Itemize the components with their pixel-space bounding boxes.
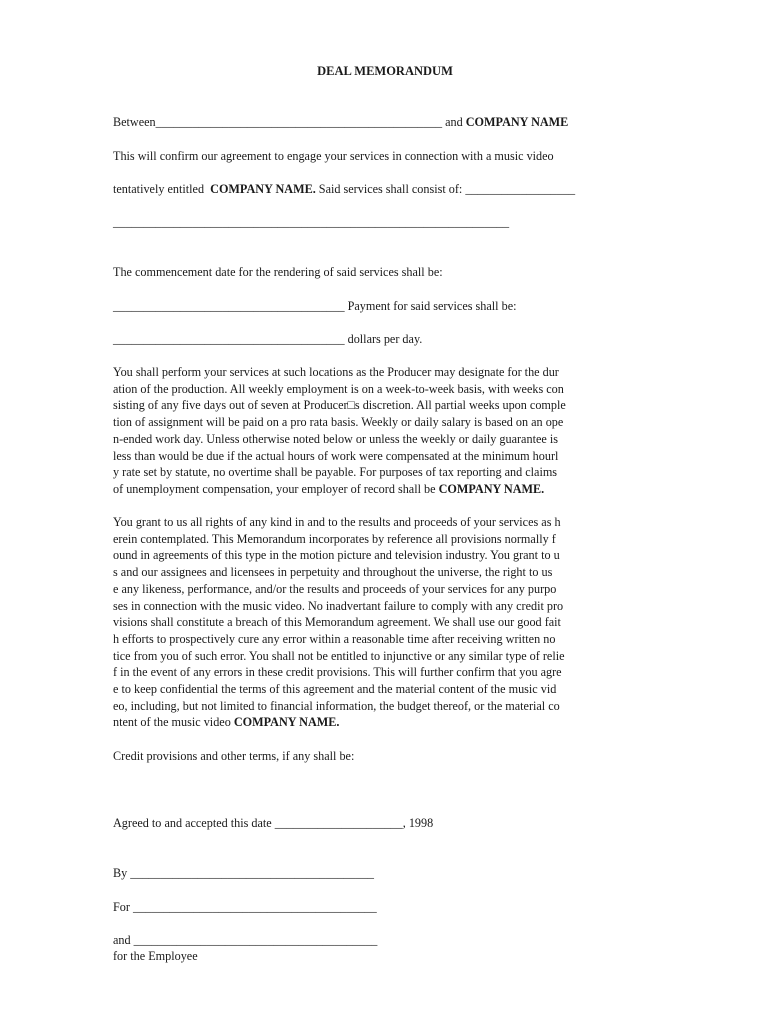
by-signature-line: By ________________________________________ <box>113 866 375 880</box>
paragraph-line: ses in connection with the music video. No inadvertant failure to comply with any credit pro <box>113 598 564 613</box>
confirm-line: This will confirm our agreement to engage your services in connection with a music video <box>113 149 554 163</box>
between-company: COMPANY NAME <box>465 115 569 129</box>
between-prefix: Between <box>113 115 156 129</box>
paragraph-line: h efforts to prospectively cure any error within a reasonable time after receiving written no <box>113 631 556 646</box>
payment-line: ______________________________________ Payment for said services shall be: <box>113 299 517 313</box>
paragraph-line: tion of assignment will be paid on a pro rata basis. Weekly or daily salary is based on an ope <box>113 415 564 430</box>
paragraph-line: visions shall constitute a breach of this Memorandum agreement. We shall use our good fait <box>113 615 561 630</box>
entitled-company: COMPANY NAME. <box>210 182 316 196</box>
paragraph-line: sisting of any five days out of seven at Producer□s discretion. All partial weeks upon comple <box>113 398 566 413</box>
paragraph-company: COMPANY NAME. <box>233 715 340 730</box>
paragraph-line: e to keep confidential the terms of this agreement and the material content of the music vid <box>113 682 557 697</box>
entitled-suffix: Said services shall consist of: __________________ <box>315 182 576 196</box>
paragraph-line: tice from you of such error. You shall not be entitled to injunctive or any similar type of relie <box>113 648 565 663</box>
paragraph-company: COMPANY NAME. <box>438 481 545 496</box>
paragraph-line: n-ended work day. Unless otherwise noted below or unless the weekly or daily guarantee is <box>113 431 558 446</box>
between-and: and <box>442 115 466 129</box>
employment-paragraph <box>113 364 658 498</box>
paragraph-line: s and our assignees and licensees in perpetuity and throughout the universe, the right to us <box>113 565 553 580</box>
paragraph-line <box>113 714 658 731</box>
credit-provisions-line: Credit provisions and other terms, if any shall be: <box>113 749 355 763</box>
and-signature-line: and ________________________________________ <box>113 933 378 947</box>
paragraph-last-text: of unemployment compensation, your employer of record shall be <box>113 481 439 496</box>
paragraph-line: ation of the production. All weekly employment is on a week-to-week basis, with weeks con <box>113 381 564 396</box>
entitled-prefix: tentatively entitled <box>113 182 211 196</box>
paragraph-line: e any likeness, performance, and/or the results and proceeds of your services for any purpo <box>113 581 557 596</box>
between-line <box>113 114 568 131</box>
paragraph-line: eo, including, but not limited to financial information, the budget thereof, or the material co <box>113 698 560 713</box>
services-blank-line: _________________________________________________________________ <box>113 215 510 229</box>
for-signature-line: For ________________________________________ <box>113 900 377 914</box>
paragraph-line: You grant to us all rights of any kind in and to the results and proceeds of your services as h <box>113 515 561 529</box>
entitled-line <box>113 181 575 198</box>
agreed-line: Agreed to and accepted this date _____________________, 1998 <box>113 816 434 830</box>
paragraph-line: y rate set by statute, no overtime shall be payable. For purposes of tax reporting and claims <box>113 465 558 480</box>
dollars-line: ______________________________________ dollars per day. <box>113 332 423 346</box>
paragraph-line: erein contemplated. This Memorandum incorporates by reference all provisions normally f <box>113 531 556 546</box>
commencement-line: The commencement date for the rendering of said services shall be: <box>113 265 443 279</box>
document-title: DEAL MEMORANDUM <box>317 64 453 78</box>
paragraph-line: less than would be due if the actual hours of work were compensated at the minimum hourl <box>113 448 559 463</box>
paragraph-line: ound in agreements of this type in the motion picture and television industry. You grant to u <box>113 548 560 563</box>
employee-label: for the Employee <box>113 949 198 963</box>
paragraph-line: f in the event of any errors in these credit provisions. This will further confirm that you agre <box>113 665 562 680</box>
paragraph-line: You shall perform your services at such locations as the Producer may designate for the dur <box>113 365 559 379</box>
paragraph-line <box>113 481 658 498</box>
between-blank: _______________________________________________ <box>155 115 443 129</box>
paragraph-last-text: ntent of the music video <box>113 715 234 730</box>
rights-paragraph <box>113 514 658 731</box>
